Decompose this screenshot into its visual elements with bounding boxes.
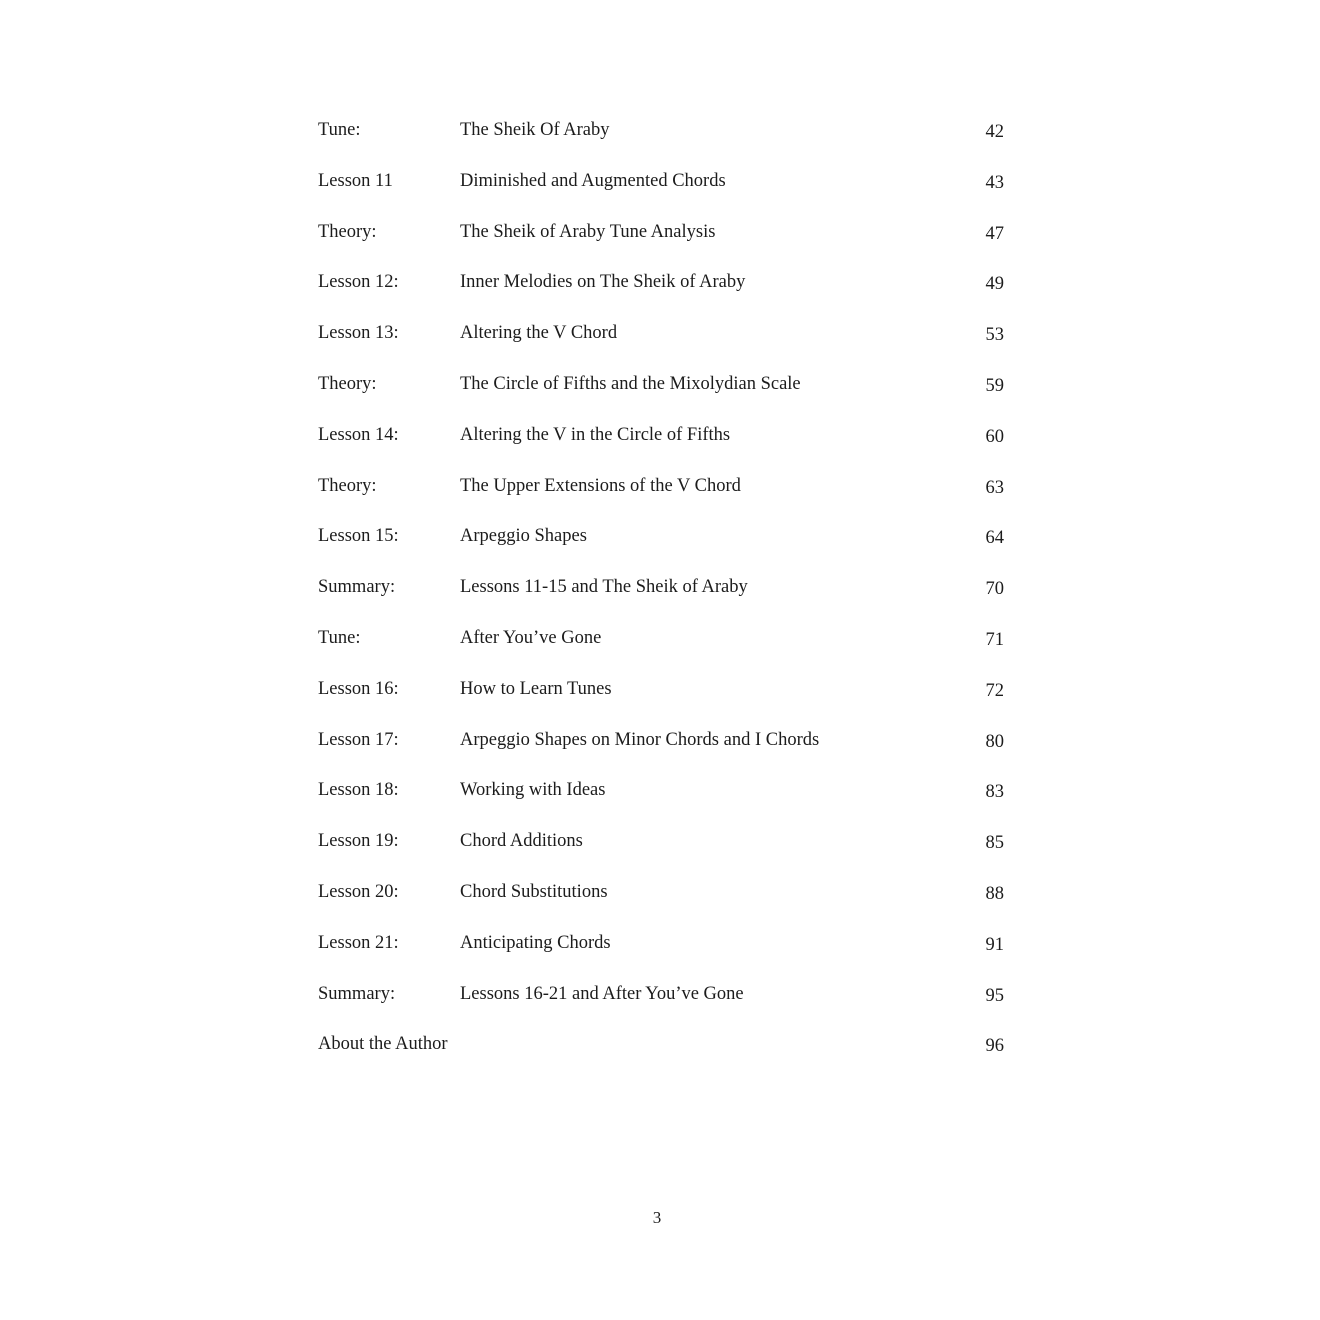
toc-entry-label: Lesson 12: — [318, 272, 399, 293]
toc-entry — [318, 625, 1008, 676]
toc-entry-title: Lessons 11-15 and The Sheik of Araby — [460, 577, 748, 598]
toc-entry-page: 43 — [985, 172, 1004, 193]
toc-entry-label: Lesson 16: — [318, 678, 399, 699]
toc-entry-page: 96 — [985, 1036, 1004, 1057]
toc-entry-title: Diminished and Augmented Chords — [460, 170, 726, 191]
toc-entry-page: 85 — [985, 833, 1004, 854]
toc-entry-page: 59 — [985, 375, 1004, 396]
toc-entry-title: Altering the V in the Circle of Fifths — [460, 424, 731, 445]
toc-entry — [318, 371, 1008, 422]
toc-entry-page: 49 — [985, 274, 1004, 295]
toc-entry — [318, 523, 1008, 574]
toc-entry — [318, 879, 1008, 930]
toc-entry — [318, 117, 1008, 168]
toc-entry — [318, 930, 1008, 981]
toc-entry — [318, 676, 1008, 727]
toc-entry-label: Theory: — [318, 373, 377, 394]
toc-entry-title: The Circle of Fifths and the Mixolydian Scale — [460, 373, 801, 394]
toc-entry-label: Lesson 20: — [318, 881, 399, 902]
toc-entry-title: Arpeggio Shapes on Minor Chords and I Chords — [460, 729, 820, 750]
toc-entry-title: Arpeggio Shapes — [460, 526, 587, 547]
toc-entry-title: The Sheik Of Araby — [460, 120, 610, 140]
toc-entry-label: Tune: — [318, 627, 361, 648]
toc-entry-label: About the Author — [318, 1034, 448, 1055]
toc-entry-title: Chord Substitutions — [460, 881, 608, 902]
toc-entry-label: Lesson 14: — [318, 424, 399, 445]
page-number: 3 — [652, 1208, 662, 1227]
toc-entry — [318, 269, 1008, 320]
toc-entry-title: Chord Additions — [460, 831, 583, 852]
toc-entry-page: 91 — [985, 934, 1004, 955]
toc-entry — [318, 981, 1008, 1032]
toc-entry — [318, 777, 1008, 828]
toc-entry-title: After You’ve Gone — [460, 627, 602, 648]
toc-entry-page: 47 — [985, 223, 1004, 244]
toc-entry-title: The Sheik of Araby Tune Analysis — [460, 221, 716, 242]
toc-entry-title: Inner Melodies on The Sheik of Araby — [460, 272, 746, 293]
toc-entry-page: 42 — [985, 122, 1004, 142]
toc-entry-page: 64 — [985, 528, 1004, 549]
toc-entry — [318, 422, 1008, 473]
toc-entry-label: Summary: — [318, 983, 396, 1004]
toc-entry-label: Lesson 11 — [318, 170, 393, 191]
toc-entry — [318, 168, 1008, 219]
toc-entry-title: Lessons 16-21 and After You’ve Gone — [460, 983, 744, 1004]
toc-entry — [318, 1031, 1008, 1082]
toc-entry-label: Lesson 13: — [318, 323, 399, 344]
toc-entry-label: Tune: — [318, 120, 361, 140]
toc-entry-page: 72 — [985, 680, 1004, 701]
toc-entry-label: Lesson 15: — [318, 526, 399, 547]
toc-entry — [318, 219, 1008, 270]
toc-entry-label: Summary: — [318, 577, 396, 598]
toc-entry-page: 83 — [985, 782, 1004, 803]
toc-entry-label: Lesson 18: — [318, 780, 399, 801]
toc-entry — [318, 320, 1008, 371]
toc-entry-label: Lesson 17: — [318, 729, 399, 750]
toc-entry-page: 60 — [985, 426, 1004, 447]
toc-entry-page: 71 — [985, 629, 1004, 650]
toc-entry-title: Anticipating Chords — [460, 932, 611, 953]
toc-entry-title: The Upper Extensions of the V Chord — [460, 475, 741, 496]
toc-entry-title: Altering the V Chord — [460, 323, 618, 344]
toc-entry-title: Working with Ideas — [460, 780, 606, 801]
toc-entry-page: 53 — [985, 325, 1004, 346]
toc-entry-page: 88 — [985, 883, 1004, 904]
toc-entry-page: 80 — [985, 731, 1004, 752]
toc-entry — [318, 727, 1008, 778]
toc-entry — [318, 473, 1008, 524]
toc-entry — [318, 574, 1008, 625]
toc-entry-page: 63 — [985, 477, 1004, 498]
toc-entry-label: Lesson 21: — [318, 932, 399, 953]
toc-entry-label: Theory: — [318, 221, 377, 242]
toc-entry-label: Lesson 19: — [318, 831, 399, 852]
toc-entry-page: 70 — [985, 579, 1004, 600]
table-of-contents — [318, 117, 1008, 1082]
toc-entry — [318, 828, 1008, 879]
toc-entry-page: 95 — [985, 985, 1004, 1006]
toc-entry-label: Theory: — [318, 475, 377, 496]
toc-entry-title: How to Learn Tunes — [460, 678, 612, 699]
